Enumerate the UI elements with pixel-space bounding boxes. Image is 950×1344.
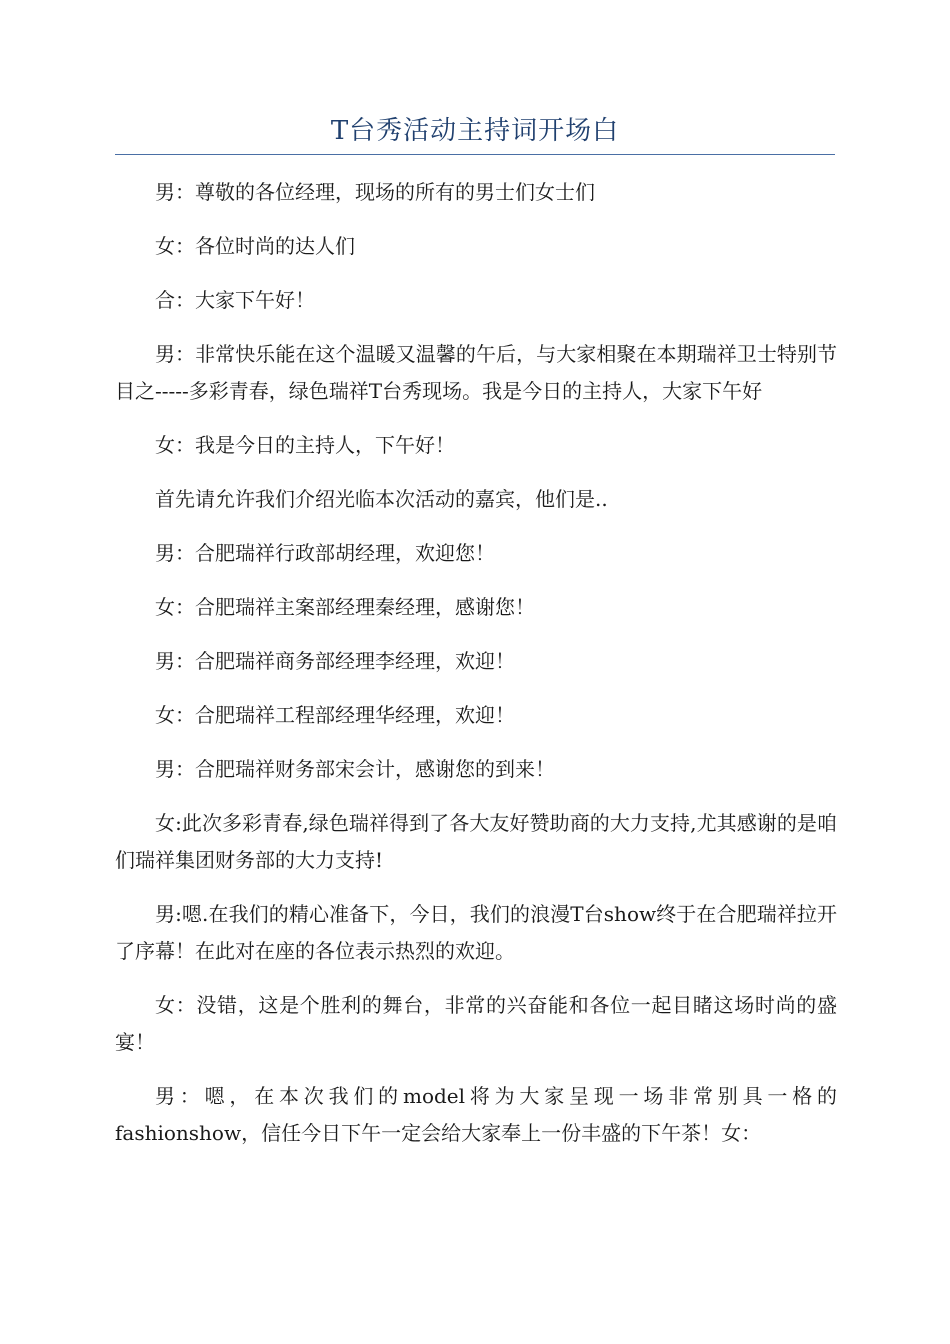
document-body	[115, 174, 837, 1169]
paragraph: 男：嗯，在本次我们的model将为大家呈现一场非常别具一格的fashionshow，信任今日下午一定会给大家奉上一份丰盛的下午茶！女：	[115, 1084, 837, 1145]
paragraph: 男：合肥瑞祥财务部宋会计，感谢您的到来！	[155, 757, 555, 781]
paragraph: 男：合肥瑞祥行政部胡经理，欢迎您！	[155, 541, 495, 565]
paragraph: 男：非常快乐能在这个温暖又温馨的午后，与大家相聚在本期瑞祥卫士特别节目之-----多彩青春，绿色瑞祥T台秀现场。我是今日的主持人，大家下午好	[115, 342, 837, 403]
paragraph: 女：没错，这是个胜利的舞台，非常的兴奋能和各位一起目睹这场时尚的盛宴！	[115, 993, 837, 1054]
paragraph: 男：合肥瑞祥商务部经理李经理，欢迎！	[155, 649, 515, 673]
paragraph: 男:嗯.在我们的精心准备下，今日，我们的浪漫T台show终于在合肥瑞祥拉开了序幕！在此对在座的各位表示热烈的欢迎。	[115, 902, 837, 963]
document-title: T台秀活动主持词开场白	[330, 116, 620, 146]
paragraph: 女：我是今日的主持人，下午好！	[155, 433, 455, 457]
paragraph: 女：合肥瑞祥主案部经理秦经理，感谢您！	[155, 595, 535, 619]
paragraph: 男：尊敬的各位经理，现场的所有的男士们女士们	[155, 180, 595, 204]
title-underline	[115, 154, 835, 155]
paragraph: 首先请允许我们介绍光临本次活动的嘉宾，他们是..	[155, 487, 608, 511]
paragraph: 女：各位时尚的达人们	[155, 234, 355, 258]
paragraph: 女：合肥瑞祥工程部经理华经理，欢迎！	[155, 703, 515, 727]
paragraph: 女:此次多彩青春,绿色瑞祥得到了各大友好赞助商的大力支持,尤其感谢的是咱们瑞祥集团财务部的大力支持!	[115, 811, 837, 872]
paragraph: 合：大家下午好！	[155, 288, 315, 312]
